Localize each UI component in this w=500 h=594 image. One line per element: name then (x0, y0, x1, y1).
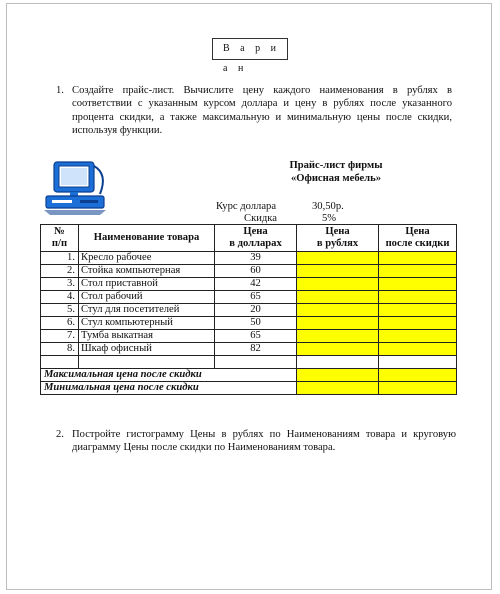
row-price-discount-cell[interactable] (379, 291, 457, 304)
price-list-title (236, 160, 436, 185)
exchange-rate-value: 30,50р. (312, 201, 344, 212)
row-price-rub-cell[interactable] (297, 304, 379, 317)
row-price-rub-cell[interactable] (297, 317, 379, 330)
row-price-usd: 42 (215, 278, 297, 291)
row-number: 3. (41, 278, 79, 291)
max-price-rub-cell[interactable] (297, 369, 379, 382)
row-price-usd: 65 (215, 291, 297, 304)
col-header-price-discount: Цена после скидки (379, 225, 457, 252)
variant-label: В а р и а н (212, 38, 288, 60)
max-price-discount-cell[interactable] (379, 369, 457, 382)
discount-value: 5% (322, 213, 337, 224)
row-price-discount-cell[interactable] (379, 317, 457, 330)
min-price-discount-cell[interactable] (379, 382, 457, 395)
price-list-title-line2: «Офисная мебель» (290, 172, 382, 184)
table-row (41, 265, 457, 278)
col-header-number: № п/п (41, 225, 79, 252)
row-price-discount-cell[interactable] (379, 304, 457, 317)
task-1 (56, 84, 452, 138)
exchange-rate-label: Курс доллара (216, 201, 277, 212)
table-row (41, 252, 457, 265)
table-row-min (41, 382, 457, 395)
col-header-price-rub: Цена в рублях (297, 225, 379, 252)
row-product-name: Стул компьютерный (79, 317, 215, 330)
row-price-rub-cell[interactable] (297, 252, 379, 265)
row-price-rub-cell[interactable] (297, 343, 379, 356)
table-row (41, 317, 457, 330)
row-product-name: Шкаф офисный (79, 343, 215, 356)
row-number: 6. (41, 317, 79, 330)
row-product-name: Стол рабочий (79, 291, 215, 304)
row-price-discount-cell[interactable] (379, 265, 457, 278)
row-price-discount-cell[interactable] (379, 343, 457, 356)
row-price-rub-cell[interactable] (297, 330, 379, 343)
row-number: 5. (41, 304, 79, 317)
row-product-name: Стойка компьютерная (79, 265, 215, 278)
table-row-max (41, 369, 457, 382)
task-2 (56, 428, 456, 455)
min-price-rub-cell[interactable] (297, 382, 379, 395)
row-number: 1. (41, 252, 79, 265)
table-row (41, 304, 457, 317)
discount-label: Скидка (244, 213, 277, 224)
row-product-name: Кресло рабочее (79, 252, 215, 265)
table-row (41, 291, 457, 304)
row-price-discount-cell[interactable] (379, 252, 457, 265)
min-price-label: Минимальная цена после скидки (41, 382, 297, 395)
row-product-name: Тумба выкатная (79, 330, 215, 343)
row-price-rub-cell[interactable] (297, 265, 379, 278)
row-price-usd: 50 (215, 317, 297, 330)
row-number: 8. (41, 343, 79, 356)
row-price-discount-cell[interactable] (379, 278, 457, 291)
row-price-usd: 65 (215, 330, 297, 343)
computer-icon (42, 160, 110, 216)
task-2-number: 2. (56, 429, 64, 440)
task-1-number: 1. (56, 85, 64, 96)
row-price-usd: 60 (215, 265, 297, 278)
row-number: 7. (41, 330, 79, 343)
price-list-title-line1: Прайс-лист фирмы (289, 160, 383, 171)
row-price-discount-cell[interactable] (379, 330, 457, 343)
row-product-name: Стол приставной (79, 278, 215, 291)
row-price-usd: 39 (215, 252, 297, 265)
table-header-row (41, 225, 457, 252)
row-number: 4. (41, 291, 79, 304)
table-row-blank (41, 356, 457, 369)
task-1-text: Создайте прайс-лист. Вычислите цену каждого наименования в рублях в соответствии с указанным курсом доллара и цену в рублях после указанного процента скидки, а также максимальную и минимальную цены после скидки, используя функции. (72, 85, 452, 137)
col-header-name: Наименование товара (79, 225, 215, 252)
price-table (40, 224, 457, 395)
row-price-usd: 20 (215, 304, 297, 317)
table-row (41, 343, 457, 356)
row-price-usd: 82 (215, 343, 297, 356)
row-product-name: Стул для посетителей (79, 304, 215, 317)
row-number: 2. (41, 265, 79, 278)
table-row (41, 278, 457, 291)
max-price-label: Максимальная цена после скидки (41, 369, 297, 382)
row-price-rub-cell[interactable] (297, 291, 379, 304)
row-price-rub-cell[interactable] (297, 278, 379, 291)
col-header-price-usd: Цена в долларах (215, 225, 297, 252)
table-row (41, 330, 457, 343)
task-2-text: Постройте гистограмму Цены в рублях по Наименованиям товара и круговую диаграмму Цены после скидки по Наименованиям товара. (72, 429, 456, 454)
